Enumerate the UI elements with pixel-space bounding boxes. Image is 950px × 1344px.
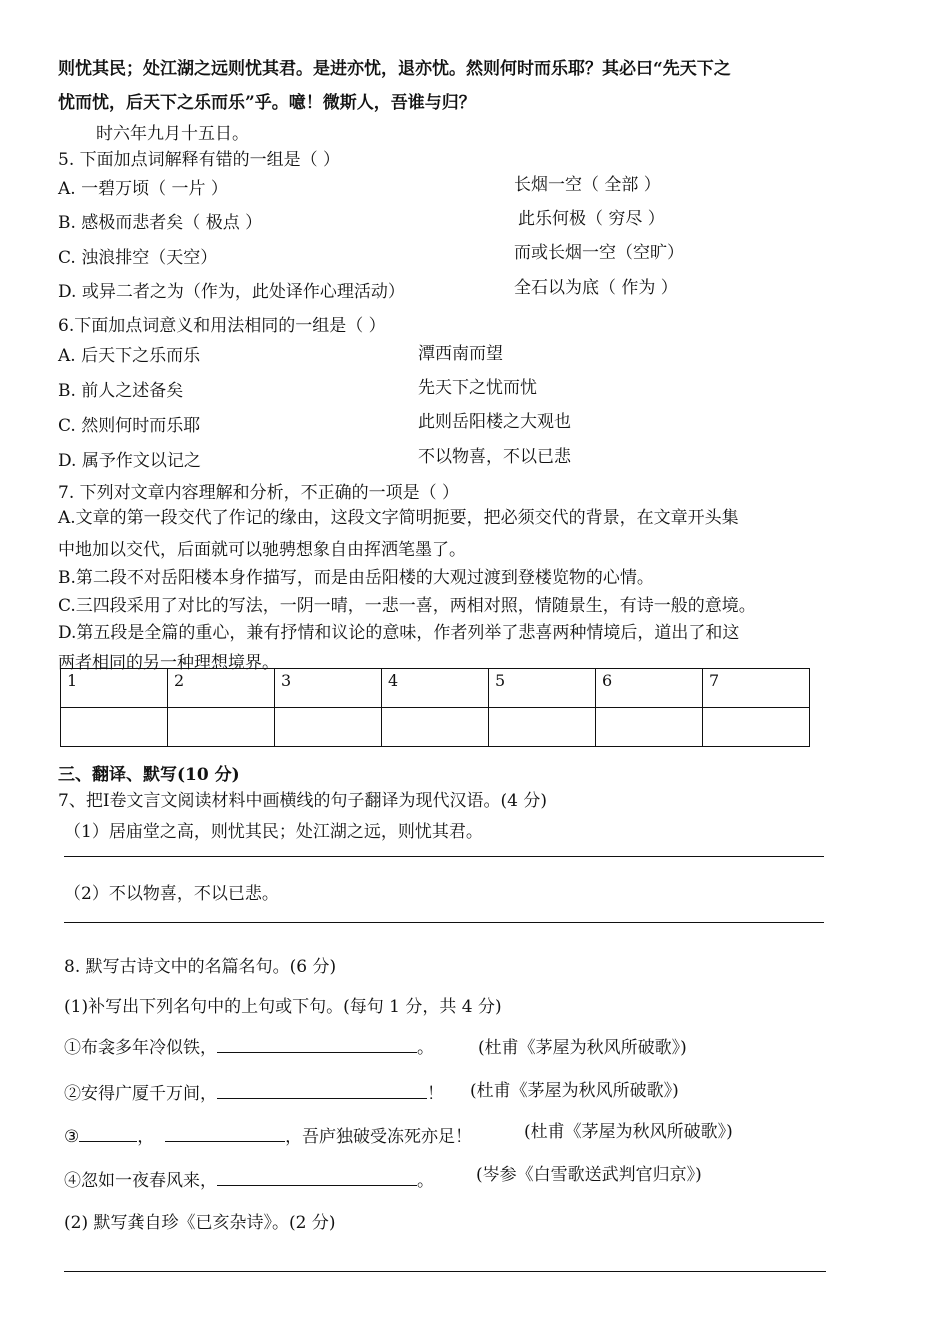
answer-line[interactable] xyxy=(64,856,824,857)
q7-translate-item-1: （1）居庙堂之高，则忧其民；处江湖之远，则忧其君。 xyxy=(64,822,483,842)
answer-header-cell: 7 xyxy=(703,669,810,708)
q5-option-b-left: B. 感极而悲者矣（ 极点 ） xyxy=(58,213,263,233)
answer-blank-cell[interactable] xyxy=(168,708,275,747)
answer-header-cell: 2 xyxy=(168,669,275,708)
q8-item-3-source: (杜甫《茅屋为秋风所破歌》) xyxy=(524,1122,733,1142)
q8-stem: 8. 默写古诗文中的名篇名句。(6 分) xyxy=(64,957,337,977)
q8-item-4 xyxy=(64,1166,434,1191)
answer-blank-cell[interactable] xyxy=(489,708,596,747)
q7-option-b: B.第二段不对岳阳楼本身作描写，而是由岳阳楼的大观过渡到登楼览物的心情。 xyxy=(58,568,654,588)
q8-item-2-source: (杜甫《茅屋为秋风所破歌》) xyxy=(470,1081,679,1101)
q8-item-4-source: (岑参《白雪歌送武判官归京》) xyxy=(476,1165,702,1185)
q8-item-2 xyxy=(64,1079,444,1104)
answer-line[interactable] xyxy=(64,1271,826,1272)
answer-table-header-row xyxy=(61,669,810,708)
q6-option-c-right: 此则岳阳楼之大观也 xyxy=(418,412,571,432)
q8-item-2-end: ！ xyxy=(427,1084,444,1104)
q5-option-d-left: D. 或异二者之为（作为，此处译作心理活动） xyxy=(58,282,405,302)
q5-option-a-right: 长烟一空（ 全部 ） xyxy=(514,175,661,195)
q5-option-c-left: C. 浊浪排空（天空） xyxy=(58,248,218,268)
q8-item-3-prefix: ③ xyxy=(64,1127,80,1147)
q6-option-c-left: C. 然则何时而乐耶 xyxy=(58,416,201,436)
q6-option-a-left: A. 后天下之乐而乐 xyxy=(58,346,201,366)
q8-item-3 xyxy=(64,1122,472,1147)
answer-blank-cell[interactable] xyxy=(275,708,382,747)
answer-blank-cell[interactable] xyxy=(382,708,489,747)
q6-option-d-left: D. 属予作文以记之 xyxy=(58,451,201,471)
q5-stem: 5. 下面加点词解释有错的一组是（ ） xyxy=(58,150,341,170)
q8-item-4-prefix: ④忽如一夜春风来， xyxy=(64,1171,217,1191)
section3-title: 三、翻译、默写(10 分) xyxy=(58,765,240,785)
q5-option-a-left: A. 一碧万顷（ 一片 ） xyxy=(58,179,228,199)
fill-blank[interactable] xyxy=(217,1167,417,1186)
answer-header-cell: 3 xyxy=(275,669,382,708)
q7-option-d-line2: 两者相同的另一种理想境界。 xyxy=(58,653,279,673)
q8-item-3-comma: ， xyxy=(137,1127,155,1147)
q8-item-1-source: (杜甫《茅屋为秋风所破歌》) xyxy=(478,1038,687,1058)
answer-line[interactable] xyxy=(64,922,824,923)
q8-item-1 xyxy=(64,1033,434,1058)
q8-sub2: (2) 默写龚自珍《已亥杂诗》。(2 分) xyxy=(64,1213,336,1233)
fill-blank[interactable] xyxy=(79,1123,137,1142)
fill-blank[interactable] xyxy=(217,1034,417,1053)
passage-line-2: 忧而忧，后天下之乐而乐”乎。噫！微斯人，吾谁与归？ xyxy=(58,93,476,113)
q8-item-3-rest: ，吾庐独破受冻死亦足！ xyxy=(285,1127,473,1147)
q5-option-d-right: 全石以为底（ 作为 ） xyxy=(514,278,678,298)
q7-translate-item-2: （2）不以物喜，不以已悲。 xyxy=(64,884,279,904)
answer-header-cell: 5 xyxy=(489,669,596,708)
q5-option-b-right: 此乐何极（ 穷尽 ） xyxy=(518,209,665,229)
q7-option-a-line2: 中地加以交代，后面就可以驰骋想象自由挥洒笔墨了。 xyxy=(58,540,466,560)
answer-blank-cell[interactable] xyxy=(61,708,168,747)
q7-option-d-line1: D.第五段是全篇的重心，兼有抒情和议论的意味，作者列举了悲喜两种情境后，道出了和这 xyxy=(58,623,740,643)
q7-option-a-line1: A.文章的第一段交代了作记的缘由，这段文字简明扼要，把必须交代的背景，在文章开头集 xyxy=(58,508,739,528)
q7-translate-stem: 7、把Ⅰ卷文言文阅读材料中画横线的句子翻译为现代汉语。(4 分) xyxy=(58,791,548,811)
q8-item-1-end: 。 xyxy=(417,1038,434,1058)
answer-header-cell: 1 xyxy=(61,669,168,708)
answer-blank-cell[interactable] xyxy=(596,708,703,747)
q8-item-4-end: 。 xyxy=(417,1171,434,1191)
q6-option-b-right: 先天下之忧而忧 xyxy=(418,378,537,398)
q5-option-c-right: 而或长烟一空（空旷） xyxy=(514,243,684,263)
q6-option-d-right: 不以物喜，不以已悲 xyxy=(418,447,571,467)
fill-blank[interactable] xyxy=(165,1123,285,1142)
passage-date: 时六年九月十五日。 xyxy=(96,124,249,144)
q6-option-b-left: B. 前人之述备矣 xyxy=(58,381,184,401)
answer-table-blank-row xyxy=(61,708,810,747)
answer-blank-cell[interactable] xyxy=(703,708,810,747)
q8-item-1-prefix: ①布衾多年冷似铁， xyxy=(64,1038,217,1058)
q6-stem: 6.下面加点词意义和用法相同的一组是（ ） xyxy=(58,316,386,336)
q7-stem: 7. 下列对文章内容理解和分析，不正确的一项是（ ） xyxy=(58,483,460,503)
answer-header-cell: 4 xyxy=(382,669,489,708)
q8-item-2-prefix: ②安得广厦千万间， xyxy=(64,1084,217,1104)
answer-header-cell: 6 xyxy=(596,669,703,708)
q8-sub1: (1)补写出下列名句中的上句或下句。(每句 1 分，共 4 分) xyxy=(64,997,502,1017)
q6-option-a-right: 潭西南而望 xyxy=(418,344,503,364)
passage-line-1: 则忧其民；处江湖之远则忧其君。是进亦忧，退亦忧。然则何时而乐耶？其必曰“先天下之 xyxy=(58,59,731,79)
fill-blank[interactable] xyxy=(217,1080,427,1099)
answer-table xyxy=(60,668,810,747)
q7-option-c: C.三四段采用了对比的写法，一阴一晴，一悲一喜，两相对照，情随景生，有诗一般的意境。 xyxy=(58,596,756,616)
